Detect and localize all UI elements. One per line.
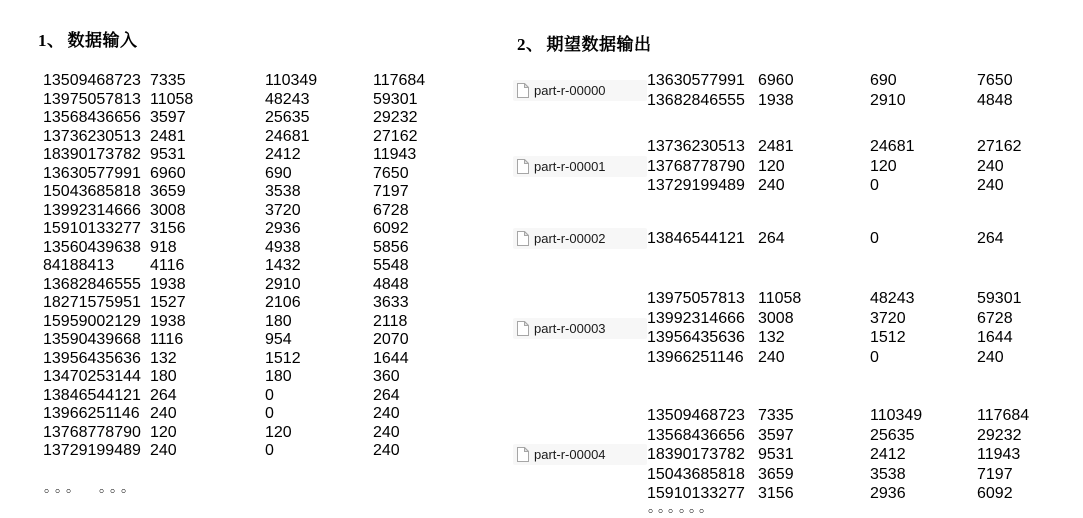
data-cell: 1116 xyxy=(150,331,184,348)
data-row xyxy=(43,387,425,406)
output-group-part-r-00002 xyxy=(513,228,1004,249)
ellipsis-dots: 。。。 xyxy=(44,479,77,495)
data-cell: 240 xyxy=(758,177,785,195)
data-cell: 1512 xyxy=(870,329,906,347)
data-cell: 13768778790 xyxy=(43,423,141,441)
data-cell: 264 xyxy=(150,386,177,404)
data-row xyxy=(43,405,425,424)
data-cell: 11058 xyxy=(150,90,194,108)
data-cell: 5548 xyxy=(373,257,409,274)
data-cell: 13470253144 xyxy=(43,368,141,385)
file-name-label: part-r-00004 xyxy=(534,447,606,463)
data-cell: 3597 xyxy=(758,426,794,444)
data-cell: 240 xyxy=(977,157,1004,175)
data-cell: 240 xyxy=(758,348,785,366)
data-cell: 5856 xyxy=(373,238,409,256)
data-row xyxy=(43,72,425,91)
data-row xyxy=(647,465,1029,485)
data-cell: 2118 xyxy=(373,312,408,330)
data-cell: 24681 xyxy=(870,138,915,155)
data-cell: 18390173782 xyxy=(647,446,745,464)
data-cell: 117684 xyxy=(977,407,1030,424)
data-row xyxy=(647,176,1022,196)
data-cell: 2481 xyxy=(150,127,186,145)
data-cell: 264 xyxy=(758,229,785,247)
output-data-table xyxy=(647,71,1013,110)
data-cell: 13682846555 xyxy=(43,275,141,293)
data-cell: 690 xyxy=(870,72,897,89)
data-row xyxy=(43,331,425,350)
data-cell: 13975057813 xyxy=(43,90,141,108)
data-row xyxy=(43,239,425,258)
data-row xyxy=(43,424,425,443)
file-name-label: part-r-00000 xyxy=(534,83,606,99)
data-cell: 132 xyxy=(150,349,177,367)
data-cell: 11058 xyxy=(758,290,802,307)
data-cell: 15910133277 xyxy=(647,485,745,503)
data-cell: 29232 xyxy=(373,109,418,126)
data-row xyxy=(647,328,1022,348)
data-cell: 110349 xyxy=(870,407,923,424)
data-cell: 59301 xyxy=(977,290,1022,307)
data-cell: 1512 xyxy=(265,349,301,367)
data-cell: 2910 xyxy=(870,91,906,109)
output-group-part-r-00003 xyxy=(513,289,1022,367)
data-cell: 25635 xyxy=(870,426,915,444)
data-cell: 29232 xyxy=(977,426,1022,444)
output-ellipsis xyxy=(648,497,716,517)
data-cell: 13975057813 xyxy=(647,290,745,307)
data-cell: 13568436656 xyxy=(647,426,745,444)
data-cell: 15043685818 xyxy=(647,465,745,483)
data-cell: 59301 xyxy=(373,90,418,108)
data-cell: 13590439668 xyxy=(43,331,141,348)
data-row xyxy=(647,157,1022,177)
data-cell: 3659 xyxy=(758,465,794,483)
data-row xyxy=(647,91,1013,111)
data-cell: 13509468723 xyxy=(43,72,141,89)
data-cell: 13846544121 xyxy=(43,386,141,404)
data-cell: 1527 xyxy=(150,294,186,311)
data-cell: 7197 xyxy=(977,465,1013,483)
data-row xyxy=(43,128,425,147)
ellipsis-dots: 。。。 xyxy=(648,499,678,515)
file-chip xyxy=(513,228,647,249)
file-icon xyxy=(517,83,529,98)
data-cell: 4848 xyxy=(373,275,409,293)
data-cell: 2936 xyxy=(265,220,301,237)
data-cell: 6092 xyxy=(977,485,1013,503)
data-cell: 1938 xyxy=(150,275,186,293)
data-cell: 13956435636 xyxy=(43,349,141,367)
data-cell: 7650 xyxy=(977,72,1013,89)
data-cell: 13966251146 xyxy=(647,348,744,366)
data-cell: 117684 xyxy=(373,72,426,89)
data-cell: 9531 xyxy=(758,446,794,464)
data-row xyxy=(647,137,1022,157)
data-row xyxy=(43,146,425,165)
data-cell: 2481 xyxy=(758,138,794,155)
data-cell: 3538 xyxy=(870,465,906,483)
data-cell: 4848 xyxy=(977,91,1013,109)
file-name-label: part-r-00003 xyxy=(534,320,606,336)
output-group-part-r-00000 xyxy=(513,71,1013,110)
data-cell: 84188413 xyxy=(43,257,115,274)
data-cell: 24681 xyxy=(265,127,310,145)
output-data-table xyxy=(647,406,1029,504)
data-row xyxy=(43,220,425,239)
data-cell: 2412 xyxy=(265,146,301,163)
data-row xyxy=(43,276,425,295)
data-row xyxy=(647,406,1029,426)
data-cell: 2106 xyxy=(265,294,301,311)
data-cell: 9531 xyxy=(150,146,186,163)
data-cell: 0 xyxy=(265,442,274,459)
data-cell: 3156 xyxy=(150,220,186,237)
ellipsis-dots: 。。。 xyxy=(99,479,139,495)
data-cell: 690 xyxy=(265,164,292,182)
data-cell: 4116 xyxy=(150,257,185,274)
data-row xyxy=(43,91,425,110)
data-cell: 48243 xyxy=(265,90,310,108)
data-cell: 13846544121 xyxy=(647,229,745,247)
data-cell: 3597 xyxy=(150,109,186,126)
file-icon xyxy=(517,159,529,174)
data-cell: 15043685818 xyxy=(43,183,141,200)
data-cell: 2070 xyxy=(373,331,409,348)
data-cell: 3720 xyxy=(265,201,301,219)
file-chip xyxy=(513,80,647,101)
data-cell: 6960 xyxy=(150,164,186,182)
data-cell: 0 xyxy=(870,177,879,195)
data-cell: 13736230513 xyxy=(647,138,745,155)
data-cell: 11943 xyxy=(977,446,1021,464)
data-cell: 1938 xyxy=(758,91,794,109)
file-chip xyxy=(513,156,647,177)
data-cell: 48243 xyxy=(870,290,915,307)
data-cell: 3538 xyxy=(265,183,301,200)
data-row xyxy=(43,165,425,184)
data-row xyxy=(43,294,425,313)
data-cell: 13568436656 xyxy=(43,109,141,126)
data-cell: 0 xyxy=(265,405,274,422)
file-name-label: part-r-00002 xyxy=(534,231,606,246)
data-cell: 918 xyxy=(150,238,177,256)
heading-number: 2、 xyxy=(517,35,544,54)
data-row xyxy=(647,289,1022,309)
data-cell: 3008 xyxy=(758,309,794,327)
data-cell: 7197 xyxy=(373,183,409,200)
file-chip xyxy=(513,318,647,339)
heading-text: 期望数据输出 xyxy=(546,35,652,54)
data-cell: 0 xyxy=(870,348,879,366)
data-cell: 11943 xyxy=(373,146,417,163)
data-cell: 13630577991 xyxy=(43,164,141,182)
heading-number: 1、 xyxy=(38,31,65,50)
data-row xyxy=(43,350,425,369)
data-cell: 6092 xyxy=(373,220,409,237)
data-row xyxy=(647,229,1004,249)
data-cell: 3659 xyxy=(150,183,186,200)
data-row xyxy=(43,368,425,387)
data-cell: 2936 xyxy=(870,485,906,503)
data-cell: 180 xyxy=(265,368,292,385)
data-cell: 0 xyxy=(870,229,879,247)
ellipsis-dots: 。。。 xyxy=(679,499,716,515)
data-cell: 0 xyxy=(265,386,274,404)
data-cell: 15910133277 xyxy=(43,220,141,237)
data-cell: 7335 xyxy=(758,407,794,424)
data-cell: 120 xyxy=(150,423,177,441)
file-icon xyxy=(517,447,529,462)
data-row xyxy=(647,426,1029,446)
data-cell: 13966251146 xyxy=(43,405,140,422)
data-cell: 13630577991 xyxy=(647,72,745,89)
data-row xyxy=(647,445,1029,465)
data-cell: 3156 xyxy=(758,485,794,503)
data-cell: 13736230513 xyxy=(43,127,141,145)
data-cell: 13560439638 xyxy=(43,238,141,256)
data-cell: 6960 xyxy=(758,72,794,89)
data-cell: 13509468723 xyxy=(647,407,745,424)
output-data-table xyxy=(647,289,1022,367)
data-cell: 4938 xyxy=(265,238,301,256)
data-cell: 2910 xyxy=(265,275,301,293)
input-section-heading xyxy=(38,26,138,51)
data-row xyxy=(647,348,1022,368)
data-cell: 18271575951 xyxy=(43,294,141,311)
data-cell: 180 xyxy=(265,312,292,330)
file-icon xyxy=(517,321,529,336)
data-row xyxy=(43,313,425,332)
data-cell: 180 xyxy=(150,368,177,385)
input-ellipsis xyxy=(44,477,139,497)
data-cell: 1644 xyxy=(373,349,409,367)
data-row xyxy=(43,109,425,128)
file-icon xyxy=(517,231,529,246)
file-chip xyxy=(513,444,647,465)
data-cell: 240 xyxy=(373,405,400,422)
data-row xyxy=(647,309,1022,329)
data-cell: 13729199489 xyxy=(647,177,745,195)
data-cell: 25635 xyxy=(265,109,310,126)
data-row xyxy=(43,257,425,276)
data-cell: 954 xyxy=(265,331,292,348)
data-cell: 13768778790 xyxy=(647,157,745,175)
data-cell: 110349 xyxy=(265,72,318,89)
data-cell: 15959002129 xyxy=(43,312,141,330)
input-data-table xyxy=(43,72,425,461)
data-row xyxy=(43,202,425,221)
data-cell: 13992314666 xyxy=(43,201,141,219)
data-cell: 120 xyxy=(758,157,785,175)
data-cell: 3720 xyxy=(870,309,906,327)
data-cell: 18390173782 xyxy=(43,146,141,163)
data-cell: 1938 xyxy=(150,312,186,330)
data-row xyxy=(43,442,425,461)
data-cell: 7650 xyxy=(373,164,409,182)
output-group-part-r-00004 xyxy=(513,406,1029,504)
data-cell: 27162 xyxy=(373,127,418,145)
data-cell: 240 xyxy=(373,423,400,441)
output-data-table xyxy=(647,229,1004,249)
data-cell: 1432 xyxy=(265,257,301,274)
output-section-heading xyxy=(517,30,652,55)
data-cell: 360 xyxy=(373,368,400,385)
data-cell: 13992314666 xyxy=(647,309,745,327)
data-cell: 2412 xyxy=(870,446,906,464)
data-cell: 13956435636 xyxy=(647,329,745,347)
data-row xyxy=(43,183,425,202)
data-cell: 132 xyxy=(758,329,785,347)
data-cell: 240 xyxy=(150,442,177,459)
data-cell: 1644 xyxy=(977,329,1013,347)
data-cell: 240 xyxy=(373,442,400,459)
file-name-label: part-r-00001 xyxy=(534,158,606,174)
data-cell: 3633 xyxy=(373,294,409,311)
data-cell: 264 xyxy=(977,229,1004,247)
data-cell: 13729199489 xyxy=(43,442,141,459)
data-cell: 240 xyxy=(150,405,177,422)
data-cell: 3008 xyxy=(150,201,186,219)
data-cell: 6728 xyxy=(977,309,1013,327)
data-row xyxy=(647,71,1013,91)
data-cell: 13682846555 xyxy=(647,91,745,109)
data-cell: 264 xyxy=(373,386,400,404)
heading-text: 数据输入 xyxy=(67,31,138,50)
output-data-table xyxy=(647,137,1022,196)
data-cell: 240 xyxy=(977,348,1004,366)
data-cell: 7335 xyxy=(150,72,186,89)
data-cell: 120 xyxy=(870,157,897,175)
data-cell: 240 xyxy=(977,177,1004,195)
data-cell: 27162 xyxy=(977,138,1022,155)
data-cell: 6728 xyxy=(373,201,409,219)
output-group-part-r-00001 xyxy=(513,137,1022,196)
data-cell: 120 xyxy=(265,423,292,441)
